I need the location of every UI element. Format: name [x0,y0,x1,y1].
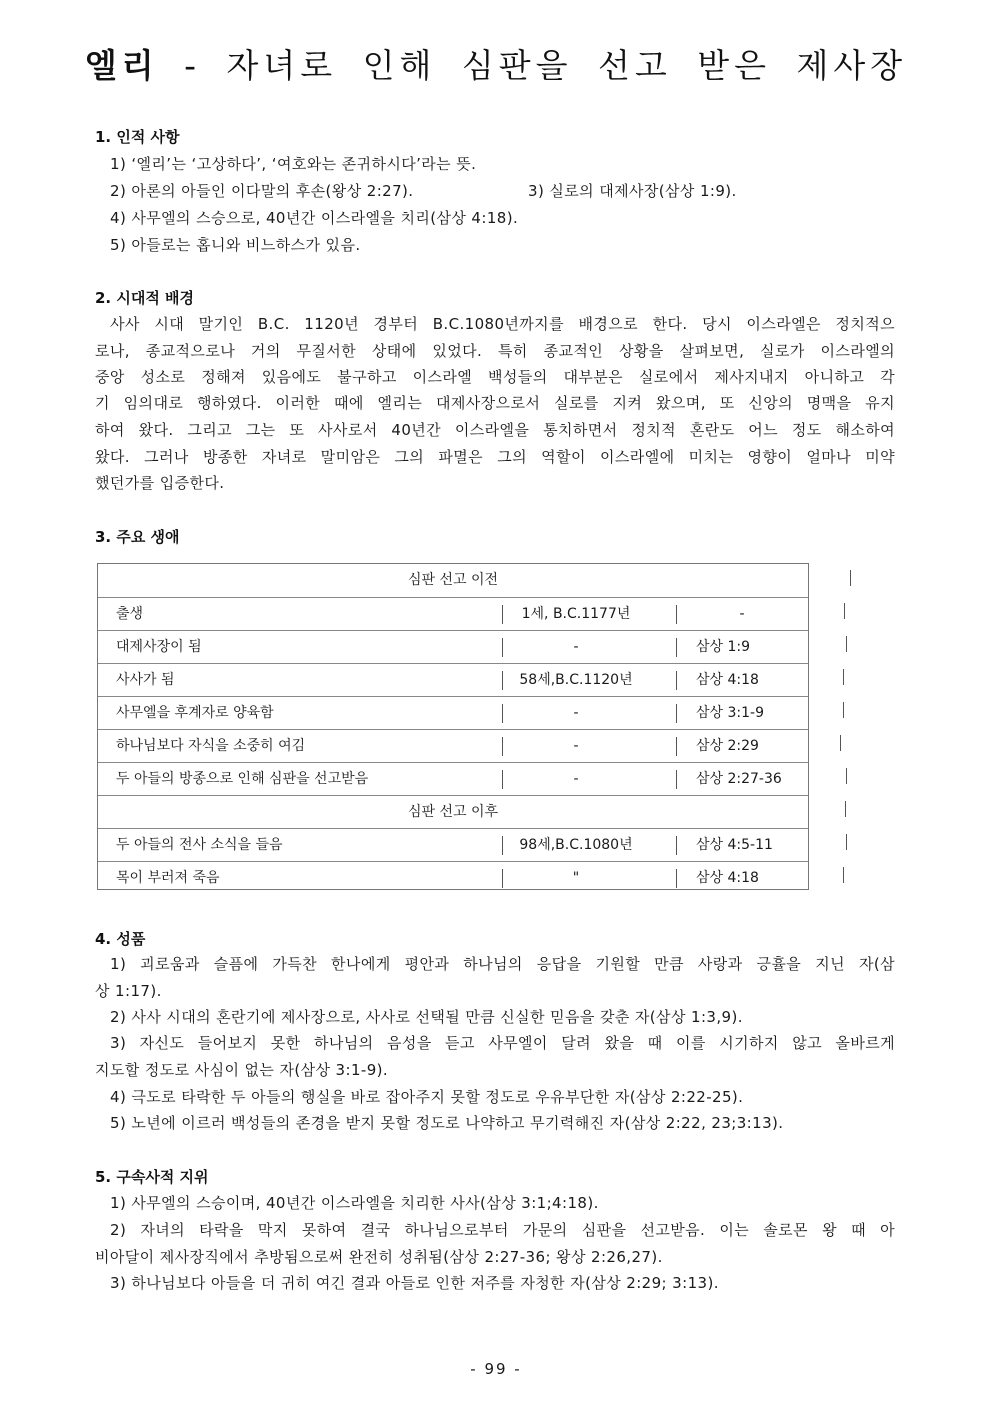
reference-cell: 삼상 1:9 [696,639,751,655]
reference-cell: 삼상 4:18 [696,672,759,688]
table-edge-mark [850,570,851,586]
s1-line-2: 2) 아론의 아들인 이다말의 후손(왕상 2:27). [110,182,414,200]
s4-line-5: 지도할 정도로 사심이 없는 자(삼상 3:1-9). [95,1061,389,1079]
reference-cell: 삼상 2:27-36 [696,771,782,787]
s1-line-1: 1) ‘엘리’는 ‘고상하다’, ‘여호와는 존귀하시다’라는 뜻. [110,155,477,173]
table-row [98,828,808,862]
section-1-heading: 1. 인적 사항 [95,128,180,146]
age-year-cell: - [573,639,579,655]
s1-line-4: 5) 아들로는 홉니와 비느하스가 있음. [110,236,361,254]
s4-line-6: 4) 극도로 타락한 두 아들의 행실을 바로 잡아주지 못할 정도로 우유부단한 자(삼상 2:22-25). [110,1088,744,1106]
group-heading-after: 심판 선고 이후 [407,804,499,820]
s5-line-2: 2) 자녀의 타락을 막지 못하여 결국 하나님으로부터 가문의 심판을 선고받음. 이는 솔로몬 왕 때 아 [110,1221,895,1239]
s4-line-1: 1) 괴로움과 슬픔에 가득찬 한나에게 평안과 하나님의 응답을 기원할 만큼 사랑과 긍휼을 지닌 자(삼 [110,955,895,973]
age-year-cell: - [573,705,579,721]
table-row [98,729,808,763]
s2-line-2: 로나, 종교적으로나 거의 무질서한 상태에 있었다. 특히 종교적인 상황을 살펴보면, 실로가 이스라엘의 [95,342,895,360]
s4-line-7: 5) 노년에 이르러 백성들의 존경을 받지 못할 정도로 나약하고 무기력해진 자(삼상 2:22, 23;3:13). [110,1114,784,1132]
event-cell: 대제사장이 됨 [116,639,202,655]
table-edge-mark [844,603,845,619]
event-cell: 하나님보다 자식을 소중히 여김 [116,738,306,754]
s2-line-5: 하여 왔다. 그리고 그는 또 사사로서 40년간 이스라엘을 통치하면서 정치적 혼란도 어느 정도 해소하여 [95,421,895,439]
table-edge-mark [845,801,846,817]
table-row [98,861,808,890]
reference-cell: 삼상 2:29 [696,738,759,754]
table-row [98,597,808,631]
table-edge-mark [843,867,844,883]
page-number: - 99 - [470,1360,522,1378]
table-row [98,696,808,730]
page-title [0,40,992,87]
s4-line-4: 3) 자신도 들어보지 못한 하나님의 음성을 듣고 사무엘이 달려 왔을 때 이를 시기하지 않고 올바르게 [110,1034,895,1052]
s2-line-4: 기 임의대로 행하였다. 이러한 때에 엘리는 대제사장으로서 실로를 지켜 왔으며, 또 신앙의 명맥을 유지 [95,394,895,412]
s4-line-3: 2) 사사 시대의 혼란기에 제사장으로, 사사로 선택될 만큼 신실한 믿음을 갖춘 자(삼상 1:3,9). [110,1008,743,1026]
table-edge-mark [846,768,847,784]
table-row [98,630,808,664]
s4-line-2: 상 1:17). [95,982,162,1000]
age-year-cell: - [573,771,579,787]
age-year-cell: 1세, B.C.1177년 [521,606,631,622]
reference-cell: - [739,606,745,622]
s2-line-3: 중앙 성소로 정해져 있음에도 불구하고 이스라엘 백성들의 대부분은 실로에서 제사지내지 아니하고 각 [95,368,895,386]
s2-line-6: 왔다. 그러나 방종한 자녀로 말미암은 그의 파멸은 그의 역할이 이스라엘에 미치는 영향이 얼마나 미약 [95,448,895,466]
section-3-heading: 3. 주요 생애 [95,528,180,546]
table-row [98,663,808,697]
section-4-heading: 4. 성품 [95,930,146,948]
reference-cell: 삼상 3:1-9 [696,705,764,721]
event-cell: 사사가 됨 [116,672,175,688]
life-events-table [97,563,809,890]
s1-line-2b: 3) 실로의 대제사장(삼상 1:9). [528,182,737,200]
section-2-heading: 2. 시대적 배경 [95,289,195,307]
age-year-cell: 98세,B.C.1080년 [519,837,633,853]
section-5-heading: 5. 구속사적 지위 [95,1168,209,1186]
event-cell: 사무엘을 후계자로 양육함 [116,705,274,721]
table-group-row [98,795,808,829]
s5-line-1: 1) 사무엘의 스승이며, 40년간 이스라엘을 치리한 사사(삼상 3:1;4:18). [110,1194,599,1212]
s1-line-3: 4) 사무엘의 스승으로, 40년간 이스라엘을 치리(삼상 4:18). [110,209,519,227]
event-cell: 두 아들의 방종으로 인해 심판을 선고받음 [116,771,369,787]
age-year-cell: 58세,B.C.1120년 [519,672,633,688]
event-cell: 두 아들의 전사 소식을 들음 [116,837,283,853]
table-group-row [98,564,808,597]
group-heading-before: 심판 선고 이전 [407,572,499,588]
title-subtitle: - 자녀로 인해 심판을 선고 받은 제사장 [158,46,908,85]
s2-line-1: 사사 시대 말기인 B.C. 1120년 경부터 B.C.1080년까지를 배경으로 한다. 당시 이스라엘은 정치적으 [110,315,895,333]
table-row [98,762,808,796]
table-edge-mark [846,636,847,652]
s2-line-7: 했던가를 입증한다. [95,474,225,492]
table-edge-mark [843,702,844,718]
event-cell: 출생 [116,606,144,622]
age-year-cell: " [572,870,580,886]
reference-cell: 삼상 4:5-11 [696,837,773,853]
table-edge-mark [840,735,841,751]
event-cell: 목이 부러져 죽음 [116,870,220,886]
s5-line-4: 3) 하나님보다 아들을 더 귀히 여긴 결과 아들로 인한 저주를 자청한 자(삼상 2:29; 3:13). [110,1274,719,1292]
table-edge-mark [846,834,847,850]
age-year-cell: - [573,738,579,754]
reference-cell: 삼상 4:18 [696,870,759,886]
table-edge-mark [843,669,844,685]
title-name: 엘리 [84,46,159,85]
s5-line-3: 비아달이 제사장직에서 추방됨으로써 완전히 성취됨(삼상 2:27-36; 왕상 2:26,27). [95,1248,663,1266]
